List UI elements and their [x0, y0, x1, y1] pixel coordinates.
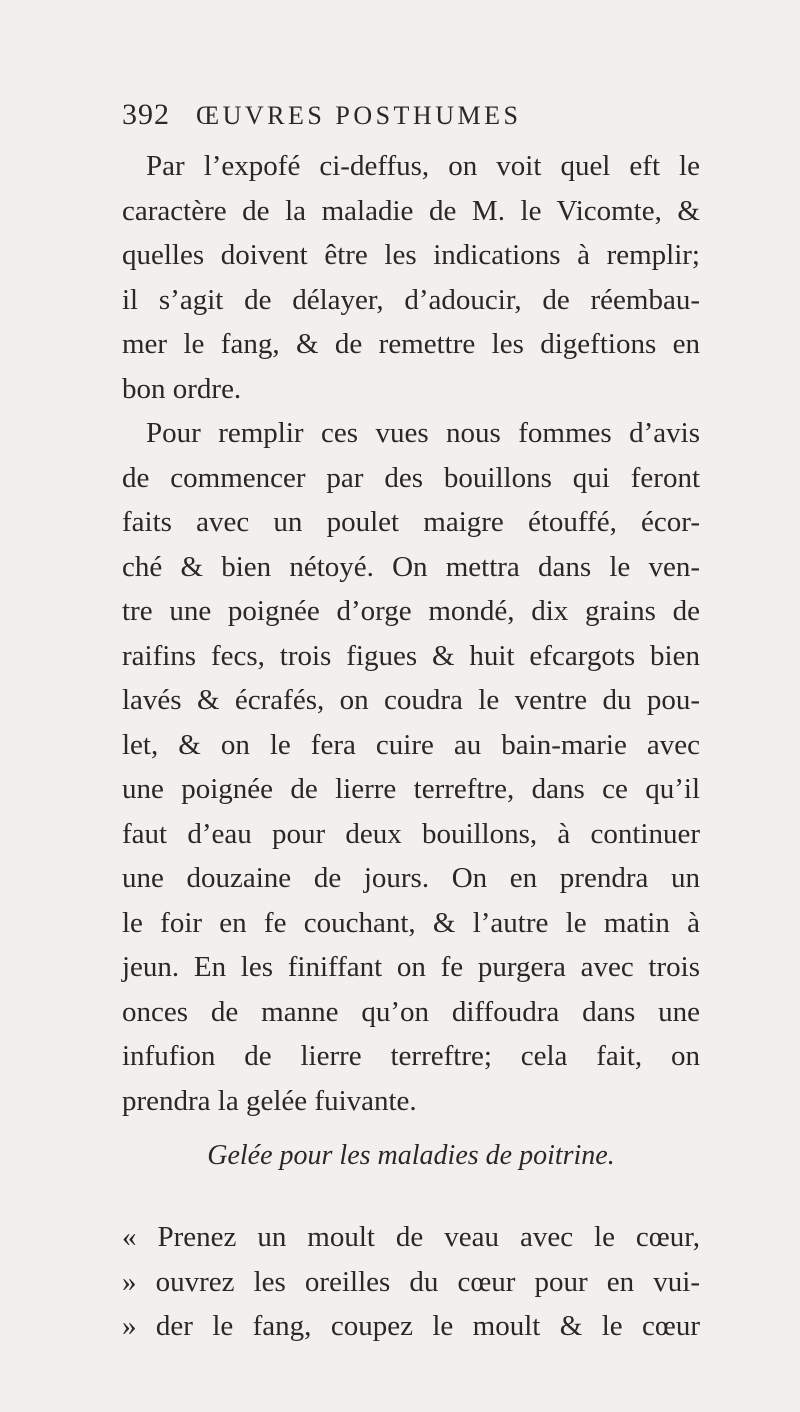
page-header: [122, 98, 682, 138]
text-line: mer le fang, & de remettre les digeftions en: [122, 328, 700, 360]
text-line: une poignée de lierre terreftre, dans ce qu’il: [122, 773, 700, 805]
text-line: let, & on le fera cuire au bain-marie avec: [122, 728, 700, 761]
text-line: faits avec un poulet maigre étouffé, écor-: [122, 506, 700, 538]
text-line: » der le fang, coupez le moult & le cœur: [122, 1310, 700, 1342]
paragraph-2: [122, 411, 700, 1123]
text-line: faut d’eau pour deux bouillons, à continuer: [122, 817, 700, 850]
text-line: Par l’expofé ci-deffus, on voit quel eft le: [146, 150, 700, 182]
text-line: « Prenez un moult de veau avec le cœur,: [122, 1221, 700, 1253]
text-line: onces de manne qu’on diffoudra dans une: [122, 995, 700, 1028]
text-line: » ouvrez les oreilles du cœur pour en vui-: [122, 1265, 700, 1298]
recipe-quote: [122, 1215, 700, 1349]
text-line: le foir en fe couchant, & l’autre le matin à: [122, 906, 700, 939]
text-line: raifins fecs, trois figues & huit efcargots bien: [122, 639, 700, 672]
running-title: ŒUVRES POSTHUMES: [196, 101, 522, 130]
text-line: il s’agit de délayer, d’adoucir, de réembau-: [122, 283, 700, 316]
text-line: bon ordre.: [122, 372, 242, 405]
text-line: jeun. En les finiffant on fe purgera avec trois: [122, 951, 700, 983]
text-line: infufion de lierre terreftre; cela fait, on: [122, 1040, 700, 1072]
text-line: ché & bien nétoyé. On mettra dans le ven-: [122, 550, 700, 583]
text-line: quelles doivent être les indications à remplir;: [122, 239, 700, 271]
section-heading: Gelée pour les maladies de poitrine.: [207, 1140, 615, 1171]
text-line: caractère de la maladie de M. le Vicomte, &: [122, 194, 700, 227]
text-line: prendra la gelée fuivante.: [122, 1084, 417, 1117]
text-line: lavés & écrafés, on coudra le ventre du pou-: [122, 684, 700, 716]
text-line: Pour remplir ces vues nous fommes d’avis: [146, 417, 700, 449]
text-line: tre une poignée d’orge mondé, dix grains de: [122, 595, 700, 627]
text-line: une douzaine de jours. On en prendra un: [122, 862, 700, 894]
paragraph-1: [122, 144, 700, 411]
page-number: 392: [122, 98, 170, 131]
text-line: de commencer par des bouillons qui feront: [122, 461, 700, 494]
body-text: [122, 144, 700, 1123]
